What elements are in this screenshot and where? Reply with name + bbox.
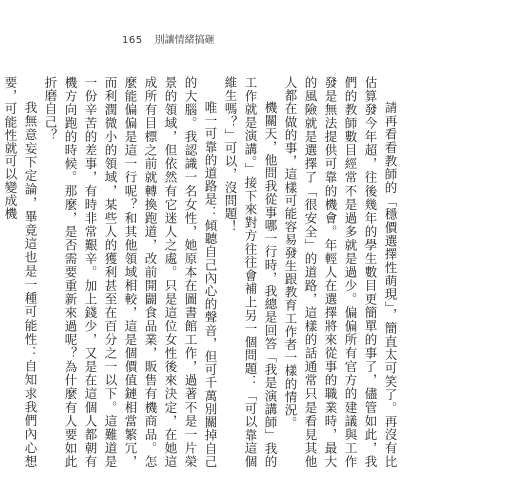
paragraph: 請再看看教師的「穩價選擇性萌現」，簡直太可笑了。再沒有比估算發今年超，往後幾年的學生數目更簡單的事了，儘管如此，我們的教師數目經常不是過多就是過少。偏偏所有官方的建議與工作發是無法提供可靠的機會。年輕人在選擇將來從事的職業時，最大的風險就是選擇了「很安全」的道路，這樣的話通常只是看見其他人都在做的事，這樣可能容易發生跟教育工作者一樣的情況。 [283,76,398,468]
vertical-body-text [3,76,400,468]
page-header [122,31,215,46]
paragraph: 機關天，他問我從事哪一行時，我總是回答「我是演講師」我的工作就是演講。」接下來對方往往會補上另一個問題：「可以靠這個維生嗎？」可以，沒問題！ [223,76,278,468]
paragraph: 我無意妄下定論，畢竟這也是一種可能性：自知求我們內心想要，可能性就可以變成機 [3,76,38,468]
running-title: 別讓情緒搞砸 [154,35,215,46]
paragraph: 唯一可靠的道路是：傾聽自己內心的聲音，但可千萬別關掉自己的大腦。我認識一名女性，她原本在圖書館工作，過著不是一片榮景的領域，但依然有它迷人之處。只是這位女性後來決定，在她這成所有目標之前就轉換跑道，改前開闢食品業，販售有機商品。怎麼能偏偏是這一行呢？和其他領域相較，這是個價值鏈相當繁冗，而利潤微小的領域，某些人的獲利甚至在百分之一以下。這難道是一份辛苦的差事，有時非常艱辛。加上錢少，又是在這個人都朝有機方向跑的時候。那麼，是否需要重新來過呢？為什麼有人要如此折磨自己？ [43,76,218,468]
page-number: 165 [122,35,143,46]
